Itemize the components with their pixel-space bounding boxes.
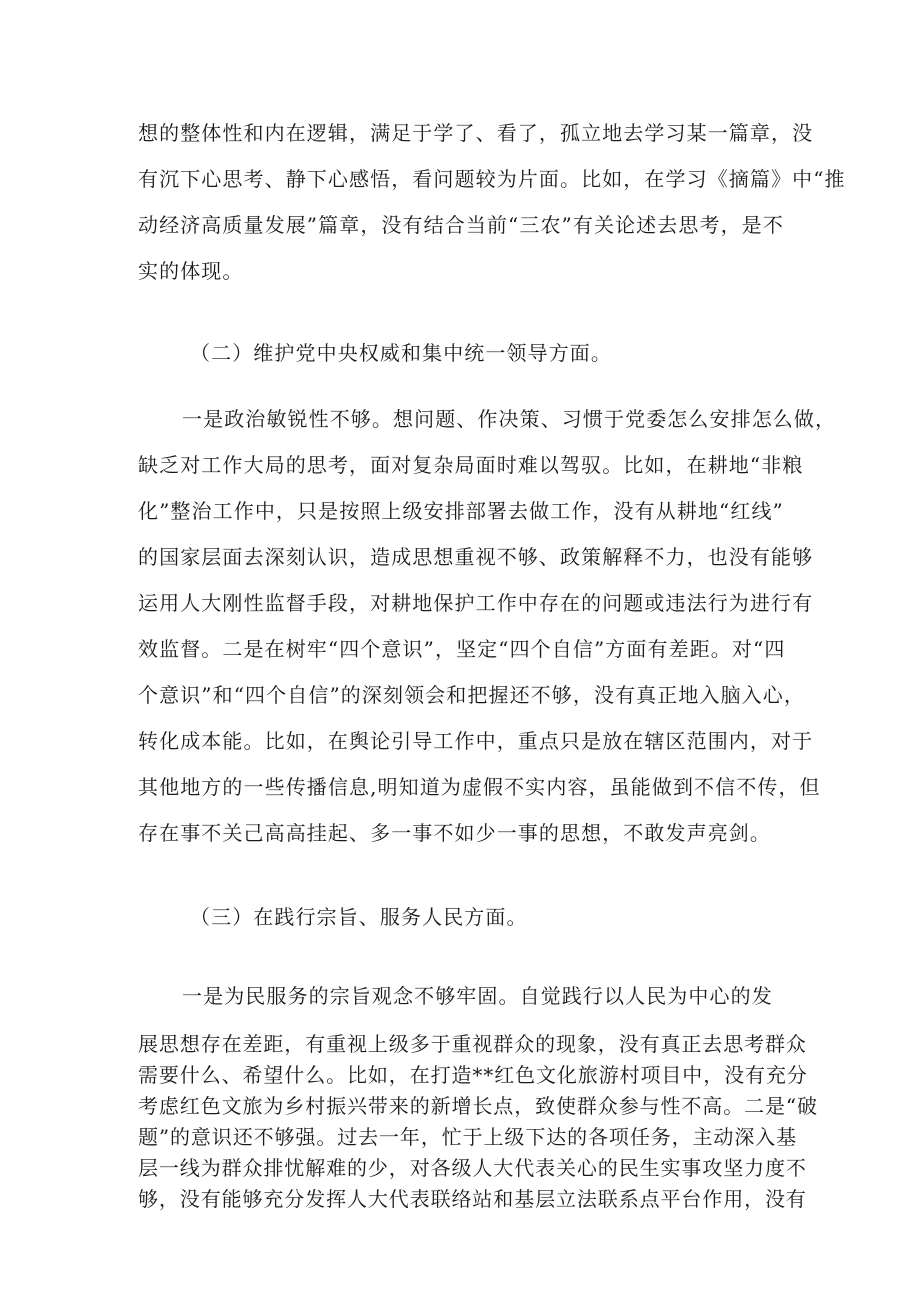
text-line: 一是政治敏锐性不够。想问题、作决策、习惯于党委怎么安排怎么做，: [182, 407, 837, 431]
text-line: 想的整体性和内在逻辑，满足于学了、看了，孤立地去学习某一篇章，没: [138, 121, 814, 145]
text-line: 实的体现。: [138, 259, 244, 283]
text-line: 化”整治工作中，只是按照上级安排部署去做工作，没有从耕地“红线”: [138, 499, 784, 523]
section-heading-text: （二）维护党中央权威和集中统一领导方面。: [190, 341, 612, 365]
paragraph-political-sensitivity: [138, 396, 837, 856]
section-heading-two: [138, 330, 798, 376]
paragraph-service-purpose: [138, 1029, 818, 1215]
text-line: 需要什么、希望什么。比如，在打造**红色文化旅游村项目中，没有充分: [138, 1063, 808, 1087]
text-line: 其他地方的一些传播信息,明知道为虚假不实内容，虽能做到不信不传，但: [138, 775, 821, 799]
paragraph-service-first-line: [138, 973, 798, 1019]
text-line: 层一线为群众排忧解难的少，对各级人大代表关心的民生实事攻坚力度不: [138, 1156, 807, 1180]
text-line: 的国家层面去深刻认识，造成思想重视不够、政策解释不力，也没有能够: [138, 545, 814, 569]
text-line: 转化成本能。比如，在舆论引导工作中，重点只是放在辖区范围内，对于: [138, 729, 814, 753]
text-line: 一是为民服务的宗旨观念不够牢固。自觉践行以人民为中心的发: [182, 984, 773, 1008]
text-line: 题”的意识还不够强。过去一年，忙于上级下达的各项任务，主动深入基: [138, 1125, 798, 1149]
text-line: 考虑红色文旅为乡村振兴带来的新增长点，致使群众参与性不高。二是“破: [138, 1094, 818, 1118]
section-heading-three: [138, 894, 798, 940]
section-heading-text: （三）在践行宗旨、服务人民方面。: [190, 905, 528, 929]
text-line: 动经济高质量发展”篇章，没有结合当前“三农”有关论述去思考，是不: [138, 213, 784, 237]
text-line: 有沉下心思考、静下心感悟，看问题较为片面。比如，在学习《摘篇》中“推: [138, 167, 846, 191]
text-line: 运用人大刚性监督手段，对耕地保护工作中存在的问题或违法行为进行有: [138, 591, 814, 615]
paragraph-study-reflection: [138, 110, 846, 294]
text-line: 缺乏对工作大局的思考，面对复杂局面时难以驾驭。比如，在耕地“非粮: [138, 453, 804, 477]
text-line: 效监督。二是在树牢“四个意识”，坚定“四个自信”方面有差距。对“四: [138, 637, 786, 661]
text-line: 够，没有能够充分发挥人大代表联络站和基层立法联系点平台作用，没有: [138, 1187, 807, 1211]
text-line: 个意识”和“四个自信”的深刻领会和把握还不够，没有真正地入脑入心，: [138, 683, 805, 707]
text-line: 存在事不关己高高挂起、多一事不如少一事的思想，不敢发声亮剑。: [138, 821, 771, 845]
text-line: 展思想存在差距，有重视上级多于重视群众的现象，没有真正去思考群众: [138, 1032, 807, 1056]
